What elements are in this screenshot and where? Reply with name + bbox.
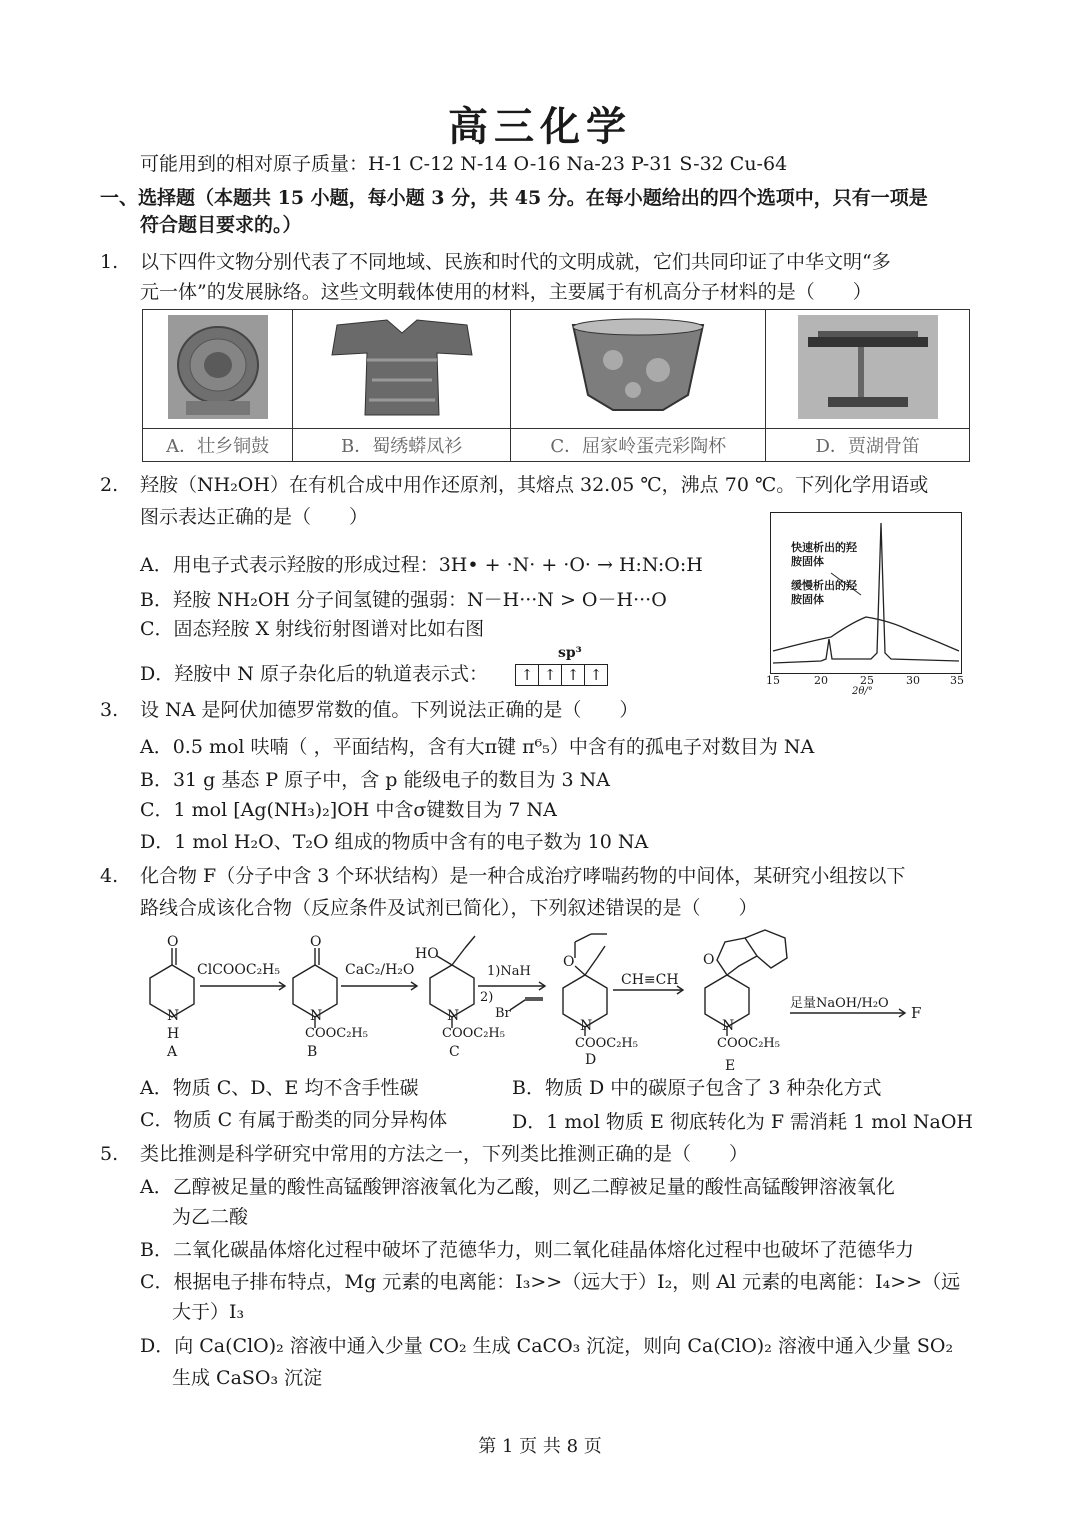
q4-stem-cont: 路线合成该化合物（反应条件及试剂已简化），下列叙述错误的是（ ） xyxy=(140,897,758,919)
reagent-1: ClCOOC₂H₅ xyxy=(197,962,281,978)
artifact-table xyxy=(142,309,970,462)
atomic-masses: 可能用到的相对原子质量：H-1 C-12 N-14 O-16 Na-23 P-31 S-32 Cu-64 xyxy=(140,153,788,175)
xrd-tick: 35 xyxy=(950,674,964,687)
atom-n: N xyxy=(580,1018,593,1034)
q5-option-c-cont: 大于）I₃ xyxy=(172,1301,245,1323)
q5-stem: 类比推测是科学研究中常用的方法之一，下列类比推测正确的是（ ） xyxy=(140,1143,749,1165)
eggshell-cup-photo xyxy=(563,315,713,419)
q4-option-c: C．物质 C 有属于酚类的同分异构体 xyxy=(140,1109,448,1131)
label-e: E xyxy=(725,1058,736,1074)
page-footer: 第 1 页 共 8 页 xyxy=(478,1436,602,1457)
q2-option-c: C．固态羟胺 X 射线衍射图谱对比如右图 xyxy=(140,618,485,640)
q2-option-b: B．羟胺 NH₂OH 分子间氢键的强弱：N－H···N > O－H···O xyxy=(140,589,667,611)
atom-o: O xyxy=(703,952,715,968)
q1-number: 1. xyxy=(100,251,119,273)
xrd-tick: 15 xyxy=(766,674,780,687)
xrd-tick: 20 xyxy=(814,674,828,687)
q5-option-b: B．二氧化碳晶体熔化过程中破坏了范德华力，则二氧化硅晶体熔化过程中也破坏了范德华力 xyxy=(140,1239,914,1261)
reagent-3a: 1)NaH xyxy=(487,964,531,979)
atom-o: O xyxy=(310,934,322,950)
q4-stem: 化合物 F（分子中含 3 个环状结构）是一种合成治疗哮喘药物的中间体，某研究小组按以下 xyxy=(140,865,906,887)
ester-b: COOC₂H₅ xyxy=(305,1026,368,1041)
section-heading-cont: 符合题目要求的。） xyxy=(140,214,302,236)
atom-n: N xyxy=(310,1008,323,1024)
robe-photo xyxy=(327,315,477,419)
atom-ho: HO xyxy=(415,946,439,962)
orbital-box: ↑ xyxy=(538,664,561,686)
atom-n: N xyxy=(447,1008,460,1024)
q4-option-b: B．物质 D 中的碳原子包含了 3 种杂化方式 xyxy=(512,1077,882,1099)
ester-c: COOC₂H₅ xyxy=(442,1026,505,1041)
q2-stem-cont: 图示表达正确的是（ ） xyxy=(140,506,369,528)
page-title: 高三化学 xyxy=(448,103,632,150)
label-b: B xyxy=(307,1044,318,1060)
option-d-caption: D．贾湖骨笛 xyxy=(766,429,970,462)
q2-option-a: A．用电子式表示羟胺的形成过程：3H• + ·N· + ·O· → H:N:O:H xyxy=(140,554,703,576)
q5-number: 5. xyxy=(100,1143,119,1165)
xrd-tick: 25 xyxy=(860,674,874,687)
option-c-caption: C．屈家岭蛋壳彩陶杯 xyxy=(511,429,766,462)
q5-option-d-cont: 生成 CaSO₃ 沉淀 xyxy=(172,1367,323,1389)
section-heading: 一、选择题（本题共 15 小题，每小题 3 分，共 45 分。在每小题给出的四个选项中，只有一项是 xyxy=(100,187,928,209)
artifact-image-bronze-drum xyxy=(143,310,293,429)
artifact-image-robe xyxy=(293,310,511,429)
q2-option-d: D．羟胺中 N 原子杂化后的轨道表示式： xyxy=(140,663,488,685)
atom-n: N xyxy=(167,1008,180,1024)
orbital-box: ↑ xyxy=(515,664,538,686)
orbital-box: ↑ xyxy=(584,664,608,686)
xrd-curves xyxy=(771,513,961,673)
q1-stem-cont: 元一体”的发展脉络。这些文明载体使用的材料，主要属于有机高分子材料的是（ ） xyxy=(140,281,872,303)
q3-option-c: C．1 mol [Ag(NH₃)₂]OH 中含σ键数目为 7 NA xyxy=(140,799,557,821)
q3-number: 3. xyxy=(100,699,119,721)
q4-number: 4. xyxy=(100,865,119,887)
reagent-4: CH≡CH xyxy=(621,972,679,988)
q3-option-a: A．0.5 mol 呋喃（ ，平面结构，含有大π键 π⁶₅）中含有的孤电子对数目为 NA xyxy=(140,736,815,758)
label-f: F xyxy=(911,1004,922,1022)
xrd-tick: 30 xyxy=(906,674,920,687)
q2-stem: 羟胺（NH₂OH）在有机合成中用作还原剂，其熔点 32.05 ℃，沸点 70 ℃。下列化学用语或 xyxy=(140,474,929,496)
atom-n: N xyxy=(722,1018,735,1034)
artifact-image-bone-flute xyxy=(766,310,970,429)
xrd-x-label: 2θ/° xyxy=(852,686,873,697)
label-a: A xyxy=(167,1044,178,1060)
ester-d: COOC₂H₅ xyxy=(575,1036,638,1051)
reagent-3c: Br xyxy=(495,1006,511,1021)
bronze-drum-photo xyxy=(168,315,268,419)
q2-number: 2. xyxy=(100,474,119,496)
atom-o: O xyxy=(167,934,179,950)
label-d: D xyxy=(585,1052,597,1068)
orbital-box: ↑ xyxy=(561,664,584,686)
q3-option-d: D．1 mol H₂O、T₂O 组成的物质中含有的电子数为 10 NA xyxy=(140,831,649,853)
xrd-label-slow: 缓慢析出的羟胺固体 xyxy=(791,579,857,606)
xrd-plot-frame xyxy=(770,512,962,674)
q4-option-d: D．1 mol 物质 E 彻底转化为 F 需消耗 1 mol NaOH xyxy=(512,1111,973,1133)
q3-option-b: B．31 g 基态 P 原子中，含 p 能级电子的数目为 3 NA xyxy=(140,769,611,791)
artifact-image-eggshell-cup xyxy=(511,310,766,429)
atom-o: O xyxy=(563,954,575,970)
q3-stem: 设 NA 是阿伏加德罗常数的值。下列说法正确的是（ ） xyxy=(140,699,639,721)
xrd-label-fast: 快速析出的羟胺固体 xyxy=(791,541,857,568)
q5-option-d: D．向 Ca(ClO)₂ 溶液中通入少量 CO₂ 生成 CaCO₃ 沉淀，则向 Ca(ClO)₂ 溶液中通入少量 SO₂ xyxy=(140,1335,954,1357)
sp3-label: sp³ xyxy=(558,645,582,661)
reaction-scheme xyxy=(135,928,935,1078)
atom-h: H xyxy=(167,1026,180,1042)
q4-option-a: A．物质 C、D、E 均不含手性碳 xyxy=(140,1077,419,1099)
q1-stem: 以下四件文物分别代表了不同地域、民族和时代的文明成就，它们共同印证了中华文明“多 xyxy=(140,251,891,273)
option-a-caption: A．壮乡铜鼓 xyxy=(143,429,293,462)
q5-option-c: C．根据电子排布特点，Mg 元素的电离能：I₃>>（远大于）I₂，则 Al 元素的电离能：I₄>>（远 xyxy=(140,1271,961,1293)
reagent-2: CaC₂/H₂O xyxy=(345,962,415,978)
reagent-3b: 2) xyxy=(480,990,494,1005)
q5-option-a: A．乙醇被足量的酸性高锰酸钾溶液氧化为乙酸，则乙二醇被足量的酸性高锰酸钾溶液氧化 xyxy=(140,1176,895,1198)
bone-flute-photo xyxy=(798,315,938,419)
orbital-diagram xyxy=(515,664,608,686)
option-b-caption: B．蜀绣蟒凤衫 xyxy=(293,429,511,462)
reagent-5: 足量NaOH/H₂O xyxy=(790,996,889,1011)
q5-option-a-cont: 为乙二酸 xyxy=(172,1206,249,1228)
ester-e: COOC₂H₅ xyxy=(717,1036,780,1051)
label-c: C xyxy=(449,1044,460,1060)
